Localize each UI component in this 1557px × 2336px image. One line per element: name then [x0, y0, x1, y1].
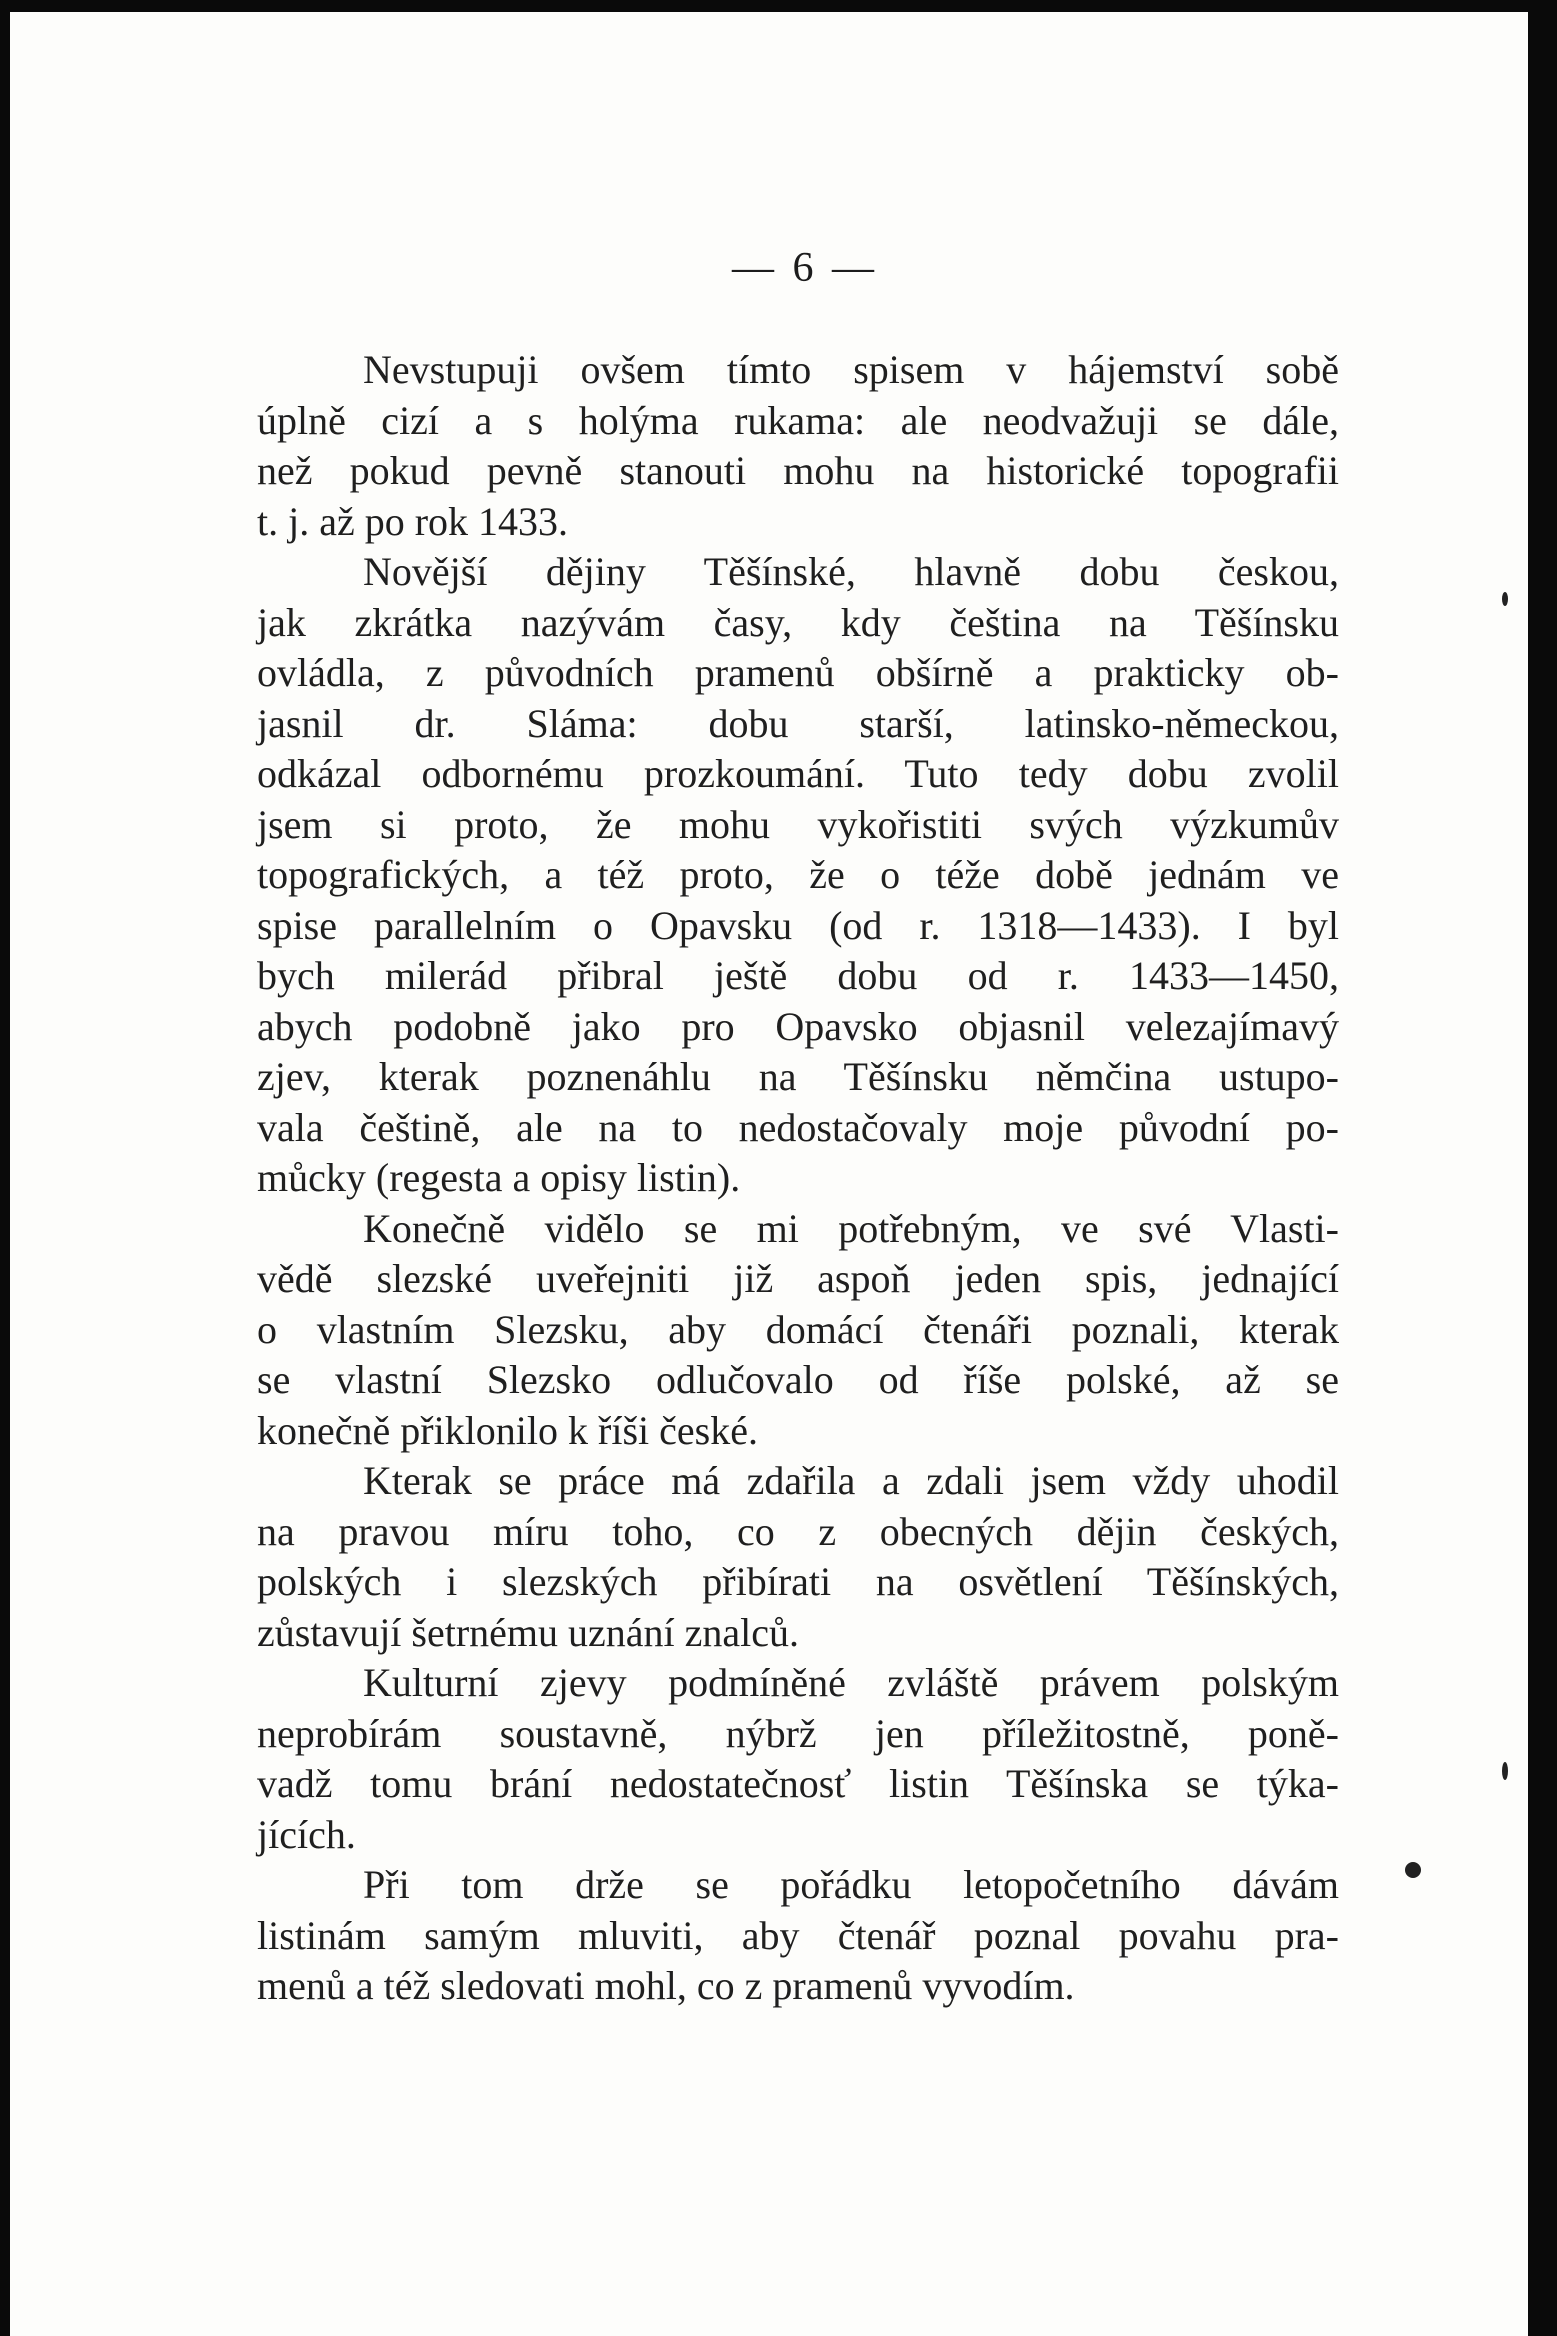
- text-line: konečně přiklonilo k říši české.: [257, 1407, 758, 1453]
- text-line: Konečně vidělo se mi potřebným, ve své Vlasti-: [363, 1205, 1339, 1251]
- text-line: topografických, a též proto, že o téže době jednám ve: [257, 852, 1339, 897]
- text-line: Při tom drže se pořádku letopočetního dávám: [363, 1862, 1339, 1907]
- text-line: abych podobně jako pro Opavsko objasnil velezajímavý: [257, 1003, 1339, 1049]
- text-line: úplně cizí a s holýma rukama: ale neodvažuji se dále,: [257, 397, 1339, 443]
- text-line: vadž tomu brání nedostatečnosť listin Těšínska se týka-: [257, 1761, 1339, 1806]
- text-line: se vlastní Slezsko odlučovalo od říše polské, až se: [257, 1357, 1339, 1402]
- text-line: zjev, kterak poznenáhlu na Těšínsku němčina ustupo-: [257, 1054, 1339, 1099]
- text-line: t. j. až po rok 1433.: [257, 498, 569, 544]
- scan-border: [1528, 0, 1557, 2336]
- page-number: — 6 —: [732, 245, 878, 291]
- text-line: ovládla, z původních pramenů obšírně a prakticky ob-: [257, 650, 1339, 695]
- text-line: vědě slezské uveřejniti již aspoň jeden spis, jednající: [257, 1256, 1339, 1301]
- text-line: jak zkrátka nazývám časy, kdy čeština na Těšínsku: [257, 599, 1339, 645]
- text-line: listinám samým mluviti, aby čtenář poznal povahu pra-: [257, 1912, 1339, 1958]
- body-text: [257, 345, 1339, 2012]
- text-line: zůstavují šetrnému uznání znalců.: [257, 1609, 800, 1655]
- text-line: Novější dějiny Těšínské, hlavně dobu českou,: [363, 549, 1339, 594]
- scan-speck: [1502, 1762, 1508, 1780]
- text-line: o vlastním Slezsku, aby domácí čtenáři poznali, kterak: [257, 1306, 1339, 1352]
- text-line: neprobírám soustavně, nýbrž jen příležitostně, poně-: [257, 1710, 1339, 1756]
- text-line: na pravou míru toho, co z obecných dějin českých,: [257, 1508, 1339, 1554]
- text-line: jících.: [257, 1811, 356, 1857]
- text-line: polských i slezských přibírati na osvětlení Těšínských,: [257, 1559, 1339, 1604]
- book-page: [10, 12, 1528, 2336]
- text-line: vala češtině, ale na to nedostačovaly moje původní po-: [257, 1104, 1339, 1150]
- text-line: menů a též sledovati mohl, co z pramenů vyvodím.: [257, 1963, 1075, 2008]
- scan-speck: [1502, 592, 1508, 606]
- text-line: jasnil dr. Sláma: dobu starší, latinsko-německou,: [257, 700, 1339, 746]
- text-line: odkázal odbornému prozkoumání. Tuto tedy dobu zvolil: [257, 751, 1339, 796]
- text-line: Kterak se práce má zdařila a zdali jsem vždy uhodil: [363, 1458, 1339, 1503]
- text-line: než pokud pevně stanouti mohu na historické topografii: [257, 448, 1339, 493]
- text-line: můcky (regesta a opisy listin).: [257, 1155, 741, 1200]
- text-line: Nevstupuji ovšem tímto spisem v hájemství sobě: [363, 347, 1339, 392]
- text-line: jsem si proto, že mohu vykořistiti svých výzkumův: [257, 801, 1339, 847]
- text-line: bych milerád přibral ještě dobu od r. 1433—1450,: [257, 953, 1339, 998]
- text-line: spise parallelním o Opavsku (od r. 1318—1433). I byl: [257, 902, 1339, 948]
- scan-speck: [1405, 1862, 1421, 1878]
- text-line: Kulturní zjevy podmíněné zvláště právem polským: [363, 1660, 1339, 1705]
